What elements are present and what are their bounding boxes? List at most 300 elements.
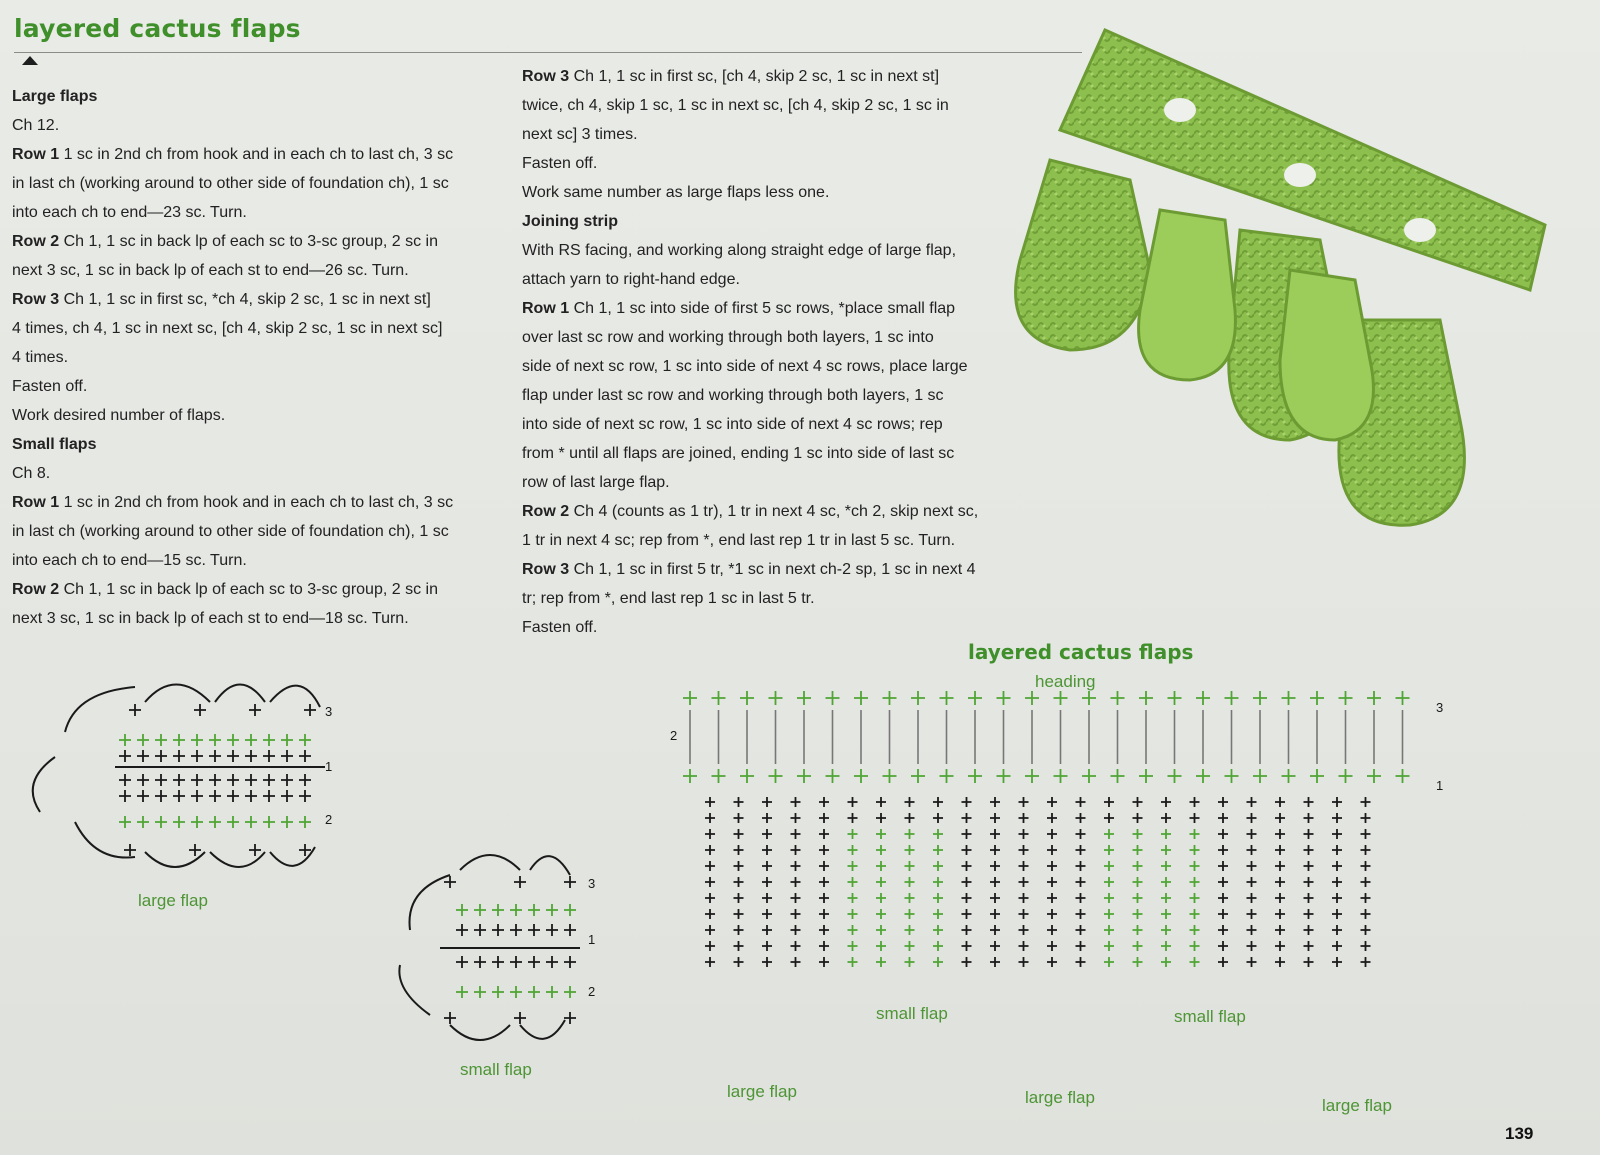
sc-stitch-symbol bbox=[791, 829, 801, 839]
sc-stitch-symbol bbox=[762, 957, 772, 967]
sc-stitch-symbol bbox=[191, 790, 203, 802]
text-line: twice, ch 4, skip 1 sc, 1 sc in next sc, [ch 4, skip 2 sc, 1 sc in bbox=[522, 97, 949, 114]
sc-stitch-symbol bbox=[962, 861, 972, 871]
sc-stitch-symbol bbox=[119, 774, 131, 786]
sc-stitch-symbol bbox=[492, 904, 504, 916]
small-chain: Ch 8. bbox=[12, 465, 51, 482]
sc-stitch-symbol bbox=[1047, 925, 1057, 935]
sc-stitch-symbol bbox=[1133, 909, 1143, 919]
sc-stitch-symbol bbox=[173, 734, 185, 746]
sc-stitch-symbol bbox=[155, 750, 167, 762]
sc-stitch-symbol bbox=[1332, 861, 1342, 871]
sc-stitch-symbol bbox=[1111, 691, 1125, 705]
strip-hole bbox=[1284, 163, 1316, 187]
sc-stitch-symbol bbox=[762, 877, 772, 887]
sc-stitch-symbol bbox=[962, 829, 972, 839]
sc-stitch-symbol bbox=[1396, 691, 1410, 705]
sc-stitch-symbol bbox=[456, 986, 468, 998]
sc-stitch-symbol bbox=[191, 750, 203, 762]
row-number: 2 bbox=[670, 728, 678, 743]
sc-stitch-symbol bbox=[1104, 813, 1114, 823]
sc-stitch-symbol bbox=[933, 909, 943, 919]
flap-stitch-grid bbox=[705, 797, 1371, 967]
sc-stitch-symbol bbox=[705, 909, 715, 919]
sc-stitch-symbol bbox=[155, 816, 167, 828]
sc-stitch-symbol bbox=[1218, 877, 1228, 887]
sc-stitch-symbol bbox=[705, 925, 715, 935]
sc-stitch-symbol bbox=[1361, 797, 1371, 807]
sc-stitch-symbol bbox=[876, 877, 886, 887]
sc-stitch-symbol bbox=[990, 941, 1000, 951]
sc-stitch-symbol bbox=[826, 769, 840, 783]
sc-stitch-symbol bbox=[299, 750, 311, 762]
sc-stitch-symbol bbox=[990, 861, 1000, 871]
sc-stitch-symbol bbox=[990, 909, 1000, 919]
sc-stitch-symbol bbox=[933, 893, 943, 903]
text-line: 4 times. bbox=[12, 349, 69, 366]
sc-stitch-symbol bbox=[1275, 957, 1285, 967]
sc-stitch-symbol bbox=[1082, 691, 1096, 705]
sc-stitch-symbol bbox=[990, 877, 1000, 887]
sc-stitch-symbol bbox=[734, 813, 744, 823]
sc-stitch-symbol bbox=[990, 813, 1000, 823]
sc-stitch-symbol bbox=[819, 877, 829, 887]
sc-stitch-symbol bbox=[797, 691, 811, 705]
sc-stitch-symbol bbox=[848, 829, 858, 839]
sc-stitch-symbol bbox=[791, 861, 801, 871]
sc-stitch-symbol bbox=[492, 924, 504, 936]
sc-stitch-symbol bbox=[933, 813, 943, 823]
sc-stitch-symbol bbox=[245, 790, 257, 802]
sc-stitch-symbol bbox=[1275, 829, 1285, 839]
chain-arc bbox=[520, 1020, 565, 1039]
sc-stitch-symbol bbox=[1133, 813, 1143, 823]
text-line: over last sc row and working through both layers, 1 sc into bbox=[522, 329, 934, 346]
sc-stitch-symbol bbox=[1247, 813, 1257, 823]
sc-stitch-symbol bbox=[1133, 925, 1143, 935]
sc-stitch-symbol bbox=[564, 956, 576, 968]
sc-stitch-symbol bbox=[940, 691, 954, 705]
sc-stitch-symbol bbox=[546, 904, 558, 916]
sc-stitch-symbol bbox=[876, 829, 886, 839]
sc-stitch-symbol bbox=[1139, 691, 1153, 705]
sc-stitch-symbol bbox=[762, 861, 772, 871]
sc-stitch-symbol bbox=[1133, 893, 1143, 903]
sc-stitch-symbol bbox=[137, 750, 149, 762]
sc-stitch-symbol bbox=[1361, 877, 1371, 887]
sc-stitch-symbol bbox=[209, 790, 221, 802]
text-line: attach yarn to right-hand edge. bbox=[522, 271, 740, 288]
sc-stitch-symbol bbox=[299, 816, 311, 828]
sc-stitch-symbol bbox=[1275, 893, 1285, 903]
sc-stitch-symbol bbox=[1247, 925, 1257, 935]
text-line: in last ch (working around to other side of foundation ch), 1 sc bbox=[12, 175, 449, 192]
sc-stitch-symbol bbox=[968, 769, 982, 783]
sc-stitch-symbol bbox=[762, 925, 772, 935]
label-large-flap: large flap bbox=[138, 891, 208, 910]
sc-stitch-symbol bbox=[1282, 769, 1296, 783]
sc-stitch-symbol bbox=[1019, 877, 1029, 887]
sc-stitch-symbol bbox=[173, 816, 185, 828]
text-line: Work same number as large flaps less one. bbox=[522, 184, 830, 201]
heading-small-flaps: Small flaps bbox=[12, 436, 97, 453]
sc-stitch-symbol bbox=[962, 877, 972, 887]
sc-stitch-symbol bbox=[769, 691, 783, 705]
label-large-flap: large flap bbox=[1025, 1088, 1095, 1107]
sc-stitch-symbol bbox=[848, 813, 858, 823]
sc-stitch-symbol bbox=[1275, 925, 1285, 935]
sc-stitch-symbol bbox=[1047, 829, 1057, 839]
sc-stitch-symbol bbox=[1047, 893, 1057, 903]
sc-stitch-symbol bbox=[883, 769, 897, 783]
sc-stitch-symbol bbox=[191, 816, 203, 828]
sc-stitch-symbol bbox=[1104, 877, 1114, 887]
sc-stitch-symbol bbox=[1161, 829, 1171, 839]
sc-stitch-symbol bbox=[1139, 769, 1153, 783]
row-number: 1 bbox=[588, 932, 596, 947]
sc-stitch-symbol bbox=[997, 769, 1011, 783]
sc-stitch-symbol bbox=[734, 797, 744, 807]
text-line: next 3 sc, 1 sc in back lp of each st to end—18 sc. Turn. bbox=[12, 610, 409, 627]
sc-stitch-symbol bbox=[1196, 769, 1210, 783]
chain-arc bbox=[460, 855, 520, 870]
sc-stitch-symbol bbox=[456, 956, 468, 968]
sc-stitch-symbol bbox=[1304, 877, 1314, 887]
sc-stitch-symbol bbox=[734, 877, 744, 887]
sc-stitch-symbol bbox=[791, 925, 801, 935]
sc-stitch-symbol bbox=[1218, 845, 1228, 855]
sc-stitch-symbol bbox=[1133, 797, 1143, 807]
sc-stitch-symbol bbox=[876, 845, 886, 855]
text-line: Ch 1, 1 sc in back lp of each sc to 3-sc group, 2 sc in bbox=[59, 233, 438, 250]
sc-stitch-symbol bbox=[1225, 691, 1239, 705]
sc-stitch-symbol bbox=[1104, 861, 1114, 871]
small-row3-line bbox=[522, 62, 1012, 91]
sc-stitch-symbol bbox=[705, 941, 715, 951]
sc-stitch-symbol bbox=[990, 845, 1000, 855]
row-number: 2 bbox=[588, 984, 596, 999]
text-line: in last ch (working around to other side of foundation ch), 1 sc bbox=[12, 523, 449, 540]
page-title: layered cactus flaps bbox=[14, 14, 301, 43]
sc-stitch-symbol bbox=[1161, 797, 1171, 807]
sc-stitch-symbol bbox=[1025, 769, 1039, 783]
sc-stitch-symbol bbox=[124, 844, 136, 856]
sc-stitch-symbol bbox=[962, 957, 972, 967]
chain-arc bbox=[145, 685, 210, 703]
sc-stitch-symbol bbox=[712, 691, 726, 705]
sc-stitch-symbol bbox=[933, 845, 943, 855]
chain-arc bbox=[33, 757, 55, 812]
join-row3-line bbox=[522, 555, 1012, 584]
sc-stitch-symbol bbox=[510, 986, 522, 998]
sc-stitch-symbol bbox=[1332, 941, 1342, 951]
chart-subtitle-heading: heading bbox=[1035, 672, 1096, 691]
sc-stitch-symbol bbox=[1304, 925, 1314, 935]
sc-stitch-symbol bbox=[119, 750, 131, 762]
sc-stitch-symbol bbox=[1190, 893, 1200, 903]
text-line: Fasten off. bbox=[522, 619, 598, 636]
sc-stitch-symbol bbox=[1190, 829, 1200, 839]
sc-stitch-symbol bbox=[528, 924, 540, 936]
sc-stitch-symbol bbox=[876, 797, 886, 807]
sc-stitch-symbol bbox=[227, 816, 239, 828]
sc-stitch-symbol bbox=[514, 876, 526, 888]
sc-stitch-symbol bbox=[263, 734, 275, 746]
sc-stitch-symbol bbox=[227, 734, 239, 746]
sc-stitch-symbol bbox=[1047, 941, 1057, 951]
sc-stitch-symbol bbox=[933, 877, 943, 887]
sc-stitch-symbol bbox=[1019, 893, 1029, 903]
sc-stitch-symbol bbox=[1247, 845, 1257, 855]
sc-stitch-symbol bbox=[1304, 829, 1314, 839]
chain-arc bbox=[65, 687, 135, 732]
sc-stitch-symbol bbox=[848, 957, 858, 967]
sc-stitch-symbol bbox=[848, 877, 858, 887]
sc-stitch-symbol bbox=[1332, 845, 1342, 855]
large-row3-line bbox=[12, 285, 504, 314]
sc-stitch-symbol bbox=[1190, 813, 1200, 823]
text-line: Ch 1, 1 sc in back lp of each sc to 3-sc group, 2 sc in bbox=[59, 581, 438, 598]
sc-stitch-symbol bbox=[791, 813, 801, 823]
large-chain: Ch 12. bbox=[12, 117, 60, 134]
sc-stitch-symbol bbox=[962, 813, 972, 823]
sc-stitch-symbol bbox=[854, 691, 868, 705]
sc-stitch-symbol bbox=[456, 904, 468, 916]
sc-stitch-symbol bbox=[876, 861, 886, 871]
sc-stitch-symbol bbox=[304, 704, 316, 716]
sc-stitch-symbol bbox=[564, 986, 576, 998]
sc-stitch-symbol bbox=[227, 750, 239, 762]
sc-stitch-symbol bbox=[797, 769, 811, 783]
text-line: Ch 1, 1 sc in first 5 tr, *1 sc in next ch-2 sp, 1 sc in next 4 bbox=[569, 561, 976, 578]
join-row2-line bbox=[522, 497, 1012, 526]
text-line: side of next sc row, 1 sc into side of next 4 sc rows, place large bbox=[522, 358, 968, 375]
sc-stitch-symbol bbox=[564, 924, 576, 936]
sc-stitch-symbol bbox=[1104, 893, 1114, 903]
small-row2-line bbox=[12, 575, 504, 604]
sc-stitch-symbol bbox=[1190, 957, 1200, 967]
sc-stitch-symbol bbox=[1104, 941, 1114, 951]
sc-stitch-symbol bbox=[819, 861, 829, 871]
text-line: next 3 sc, 1 sc in back lp of each st to end—26 sc. Turn. bbox=[12, 262, 409, 279]
text-line: Ch 4 (counts as 1 tr), 1 tr in next 4 sc, *ch 2, skip next sc, bbox=[569, 503, 979, 520]
large-row1-line bbox=[12, 140, 504, 169]
sc-stitch-symbol bbox=[848, 861, 858, 871]
sc-stitch-symbol bbox=[1190, 877, 1200, 887]
text-line: into each ch to end—23 sc. Turn. bbox=[12, 204, 247, 221]
sc-stitch-symbol bbox=[1019, 957, 1029, 967]
sc-stitch-symbol bbox=[962, 893, 972, 903]
text-line: tr; rep from *, end last rep 1 sc in last 5 tr. bbox=[522, 590, 815, 607]
sc-stitch-symbol bbox=[1339, 769, 1353, 783]
sc-stitch-symbol bbox=[514, 1012, 526, 1024]
text-line: 4 times, ch 4, 1 sc in next sc, [ch 4, skip 2 sc, 1 sc in next sc] bbox=[12, 320, 443, 337]
sc-stitch-symbol bbox=[848, 893, 858, 903]
sc-stitch-symbol bbox=[1019, 909, 1029, 919]
sc-stitch-symbol bbox=[990, 797, 1000, 807]
sc-stitch-symbol bbox=[173, 750, 185, 762]
small-row1-line bbox=[12, 488, 504, 517]
chain-arc bbox=[75, 822, 135, 858]
chain-arc bbox=[215, 685, 265, 703]
row-label: Row 1 bbox=[12, 146, 60, 163]
instructions-column-left bbox=[12, 82, 504, 633]
sc-stitch-symbol bbox=[1161, 813, 1171, 823]
sc-stitch-symbol bbox=[1047, 813, 1057, 823]
text-line: from * until all flaps are joined, ending 1 sc into side of last sc bbox=[522, 445, 955, 462]
sc-stitch-symbol bbox=[762, 941, 772, 951]
sc-stitch-symbol bbox=[1339, 691, 1353, 705]
sc-stitch-symbol bbox=[1133, 877, 1143, 887]
sc-stitch-symbol bbox=[546, 924, 558, 936]
sc-stitch-symbol bbox=[933, 861, 943, 871]
sc-stitch-symbol bbox=[1076, 957, 1086, 967]
sc-stitch-symbol bbox=[1218, 909, 1228, 919]
sc-stitch-symbol bbox=[734, 941, 744, 951]
sc-stitch-symbol bbox=[905, 845, 915, 855]
sc-stitch-symbol bbox=[245, 734, 257, 746]
sc-stitch-symbol bbox=[1190, 941, 1200, 951]
sc-stitch-symbol bbox=[1019, 845, 1029, 855]
sc-stitch-symbol bbox=[734, 925, 744, 935]
large-flap-diagram bbox=[15, 672, 350, 887]
text-line: row of last large flap. bbox=[522, 474, 670, 491]
sc-stitch-symbol bbox=[1367, 691, 1381, 705]
sc-stitch-symbol bbox=[905, 925, 915, 935]
large-row2-line bbox=[12, 227, 504, 256]
sc-stitch-symbol bbox=[1104, 797, 1114, 807]
sc-stitch-symbol bbox=[1047, 845, 1057, 855]
sc-stitch-symbol bbox=[249, 844, 261, 856]
sc-stitch-symbol bbox=[173, 774, 185, 786]
sc-stitch-symbol bbox=[1161, 845, 1171, 855]
sc-stitch-symbol bbox=[1361, 925, 1371, 935]
sc-stitch-symbol bbox=[1133, 845, 1143, 855]
sc-stitch-symbol bbox=[1076, 861, 1086, 871]
sc-stitch-symbol bbox=[1247, 797, 1257, 807]
sc-stitch-symbol bbox=[734, 845, 744, 855]
sc-stitch-symbol bbox=[173, 790, 185, 802]
sc-stitch-symbol bbox=[1247, 877, 1257, 887]
heading-joining-strip: Joining strip bbox=[522, 213, 618, 230]
sc-stitch-symbol bbox=[905, 829, 915, 839]
sc-stitch-symbol bbox=[1275, 877, 1285, 887]
sc-stitch-symbol bbox=[740, 769, 754, 783]
chain-arc bbox=[210, 852, 265, 867]
sc-stitch-symbol bbox=[819, 829, 829, 839]
text-line: Ch 1, 1 sc into side of first 5 sc rows, *place small flap bbox=[569, 300, 956, 317]
sc-stitch-symbol bbox=[1247, 893, 1257, 903]
row-label: Row 3 bbox=[522, 561, 570, 578]
sc-stitch-symbol bbox=[137, 734, 149, 746]
sc-stitch-symbol bbox=[1310, 691, 1324, 705]
sc-stitch-symbol bbox=[209, 734, 221, 746]
sc-stitch-symbol bbox=[791, 941, 801, 951]
sc-stitch-symbol bbox=[1161, 941, 1171, 951]
row-number: 1 bbox=[325, 759, 333, 774]
sc-stitch-symbol bbox=[791, 845, 801, 855]
text-line: flap under last sc row and working through both layers, 1 sc bbox=[522, 387, 944, 404]
sc-stitch-symbol bbox=[962, 797, 972, 807]
sc-stitch-symbol bbox=[546, 956, 558, 968]
sc-stitch-symbol bbox=[263, 750, 275, 762]
sc-stitch-symbol bbox=[1275, 813, 1285, 823]
sc-stitch-symbol bbox=[791, 893, 801, 903]
sc-stitch-symbol bbox=[848, 925, 858, 935]
sc-stitch-symbol bbox=[769, 769, 783, 783]
sc-stitch-symbol bbox=[209, 750, 221, 762]
sc-stitch-symbol bbox=[474, 904, 486, 916]
sc-stitch-symbol bbox=[1361, 813, 1371, 823]
sc-stitch-symbol bbox=[705, 893, 715, 903]
sc-stitch-symbol bbox=[510, 904, 522, 916]
sc-stitch-symbol bbox=[1218, 941, 1228, 951]
text-line: Fasten off. bbox=[522, 155, 598, 172]
row-number: 3 bbox=[1436, 700, 1444, 715]
sc-stitch-symbol bbox=[1247, 909, 1257, 919]
sc-stitch-symbol bbox=[1253, 769, 1267, 783]
sc-stitch-symbol bbox=[1361, 957, 1371, 967]
strip-hole bbox=[1164, 98, 1196, 122]
label-large-flap: large flap bbox=[727, 1082, 797, 1101]
sc-stitch-symbol bbox=[1361, 861, 1371, 871]
text-line: next sc] 3 times. bbox=[522, 126, 638, 143]
sc-stitch-symbol bbox=[1247, 957, 1257, 967]
sc-stitch-symbol bbox=[299, 774, 311, 786]
sc-stitch-symbol bbox=[876, 941, 886, 951]
sc-stitch-symbol bbox=[528, 956, 540, 968]
stitch-grid bbox=[444, 876, 576, 1024]
sc-stitch-symbol bbox=[1218, 925, 1228, 935]
sc-stitch-symbol bbox=[1304, 893, 1314, 903]
sc-stitch-symbol bbox=[474, 986, 486, 998]
sc-stitch-symbol bbox=[1019, 813, 1029, 823]
sc-stitch-symbol bbox=[1361, 941, 1371, 951]
sc-stitch-symbol bbox=[819, 925, 829, 935]
sc-stitch-symbol bbox=[1161, 909, 1171, 919]
sc-stitch-symbol bbox=[1104, 909, 1114, 919]
row-label: Row 2 bbox=[12, 233, 60, 250]
row-number: 1 bbox=[1436, 778, 1444, 793]
sc-stitch-symbol bbox=[791, 909, 801, 919]
chain-arc bbox=[410, 875, 451, 930]
sc-stitch-symbol bbox=[1082, 769, 1096, 783]
sc-stitch-symbol bbox=[1190, 797, 1200, 807]
sc-stitch-symbol bbox=[826, 691, 840, 705]
sc-stitch-symbol bbox=[1133, 861, 1143, 871]
sc-stitch-symbol bbox=[1161, 957, 1171, 967]
sc-stitch-symbol bbox=[1076, 893, 1086, 903]
sc-stitch-symbol bbox=[119, 816, 131, 828]
sc-stitch-symbol bbox=[137, 816, 149, 828]
sc-stitch-symbol bbox=[1332, 893, 1342, 903]
sc-stitch-symbol bbox=[564, 904, 576, 916]
sc-stitch-symbol bbox=[1168, 691, 1182, 705]
sc-stitch-symbol bbox=[848, 845, 858, 855]
sc-stitch-symbol bbox=[1304, 813, 1314, 823]
sc-stitch-symbol bbox=[734, 861, 744, 871]
sc-stitch-symbol bbox=[245, 750, 257, 762]
sc-stitch-symbol bbox=[129, 704, 141, 716]
sc-stitch-symbol bbox=[819, 957, 829, 967]
sc-stitch-symbol bbox=[1304, 957, 1314, 967]
instructions-column-right bbox=[522, 62, 1012, 642]
sc-stitch-symbol bbox=[1161, 893, 1171, 903]
sc-stitch-symbol bbox=[263, 790, 275, 802]
sc-stitch-symbol bbox=[819, 845, 829, 855]
join-row1-line bbox=[522, 294, 1012, 323]
sc-stitch-symbol bbox=[1304, 941, 1314, 951]
